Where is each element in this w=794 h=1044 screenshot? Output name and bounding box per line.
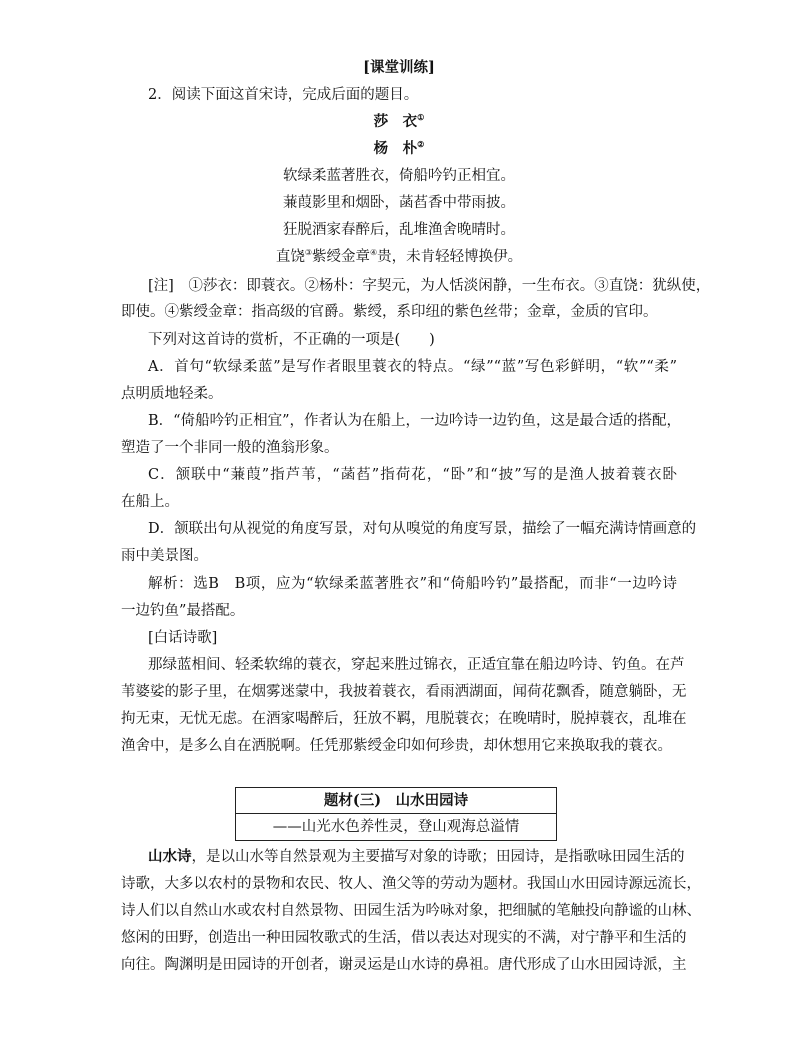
- term-highlight: 山水诗: [148, 848, 192, 865]
- poem-line: 软绿柔蓝著胜衣，倚船吟钓正相宜。: [283, 168, 515, 184]
- option-b: B．“倚船吟钓正相宜”，作者认为在船上，一边吟诗一边钓鱼，这是最合适的搭配，: [148, 413, 681, 429]
- option-c: C．颔联中“蒹葭”指芦苇，“菡萏”指荷花，“卧”和“披”写的是渔人披着蓑衣卧: [148, 467, 677, 483]
- question-prompt: 下列对这首诗的赏析，不正确的一项是( ): [148, 332, 435, 348]
- intro-line: 诗人们以自然山水或农村自然景物、田园生活为吟咏对象，把细腻的笔触投向静谧的山林、: [121, 903, 701, 919]
- poem-line: 蒹葭影里和烟卧，菡萏香中带雨披。: [283, 195, 515, 211]
- section-label: [课堂训练]: [363, 59, 435, 76]
- footnote-marker: ④: [370, 248, 378, 258]
- poem-line: 狂脱酒家春醉后，乱堆渔舍晚晴时。: [283, 222, 515, 238]
- vernacular-line: 苇婆娑的影子里，在烟雾迷蒙中，我披着蓑衣，看雨洒湖面，闻荷花飘香，随意躺卧，无: [121, 684, 687, 700]
- option-b-cont: 塑造了一个非同一般的渔翁形象。: [121, 440, 339, 456]
- analysis-text: 解析：选B B项，应为“软绿柔蓝著胜衣”和“倚船吟钓”最搭配，而非“一边吟诗: [148, 576, 677, 592]
- poem-line: 直饶③紫绶金章④贵，未肯轻轻博换伊。: [275, 248, 523, 265]
- footnote-marker: ①: [417, 112, 425, 123]
- footnote-marker: ②: [417, 139, 425, 150]
- vernacular-line: 那绿蓝相间、轻柔软绵的蓑衣，穿起来胜过锦衣，正适宜靠在船边吟诗、钓鱼。在芦: [148, 657, 685, 673]
- intro-line: 向往。陶渊明是田园诗的开创者，谢灵运是山水诗的鼻祖。唐代形成了山水田园诗派，主: [121, 957, 687, 973]
- option-a-cont: 点明质地轻柔。: [121, 386, 223, 402]
- option-d: D．颔联出句从视觉的角度写景，对句从嗅觉的角度写景，描绘了一幅充满诗情画意的: [148, 521, 697, 537]
- option-d-cont: 雨中美景图。: [121, 548, 208, 564]
- footnote-marker: ③: [304, 248, 312, 258]
- notes-line: [注] ①莎衣：即蓑衣。②杨朴：字契元，为人恬淡闲静，一生布衣。③直饶：犹纵使，: [148, 278, 711, 294]
- topic-subtitle: ——山光水色养性灵，登山观海总溢情: [272, 819, 520, 835]
- poem-author: 杨 朴②: [373, 139, 425, 157]
- poem-title: 莎 衣①: [373, 112, 425, 130]
- vernacular-line: 渔舍中，是多么自在洒脱啊。任凭那紫绶金印如何珍贵，却休想用它来换取我的蓑衣。: [121, 738, 672, 754]
- topic-title: 题材(三) 山水田园诗: [236, 788, 556, 814]
- intro-line: 诗歌，大多以农村的景物和农民、牧人、渔父等的劳动为题材。我国山水田园诗源远流长，: [121, 876, 701, 892]
- option-c-cont: 在船上。: [121, 494, 179, 510]
- vernacular-line: 拘无束，无忧无虑。在酒家喝醉后，狂放不羁，甩脱蓑衣；在晚晴时，脱掉蓑衣，乱堆在: [121, 711, 687, 727]
- intro-line: 山水诗，是以山水等自然景观为主要描写对象的诗歌；田园诗，是指歌咏田园生活的: [148, 848, 685, 865]
- question-text: 2．阅读下面这首宋诗，完成后面的题目。: [148, 87, 419, 103]
- analysis-text-cont: 一边钓鱼”最搭配。: [121, 603, 245, 619]
- topic-title-box: [235, 787, 557, 841]
- intro-line: 悠闲的田野，创造出一种田园牧歌式的生活，借以表达对现实的不满，对宁静平和生活的: [121, 930, 687, 946]
- vernacular-label: [白话诗歌]: [148, 630, 218, 646]
- option-a: A．首句“软绿柔蓝”是写作者眼里蓑衣的特点。“绿”“蓝”写色彩鲜明，“软”“柔”: [148, 359, 677, 375]
- notes-line: 即使。④紫绶金章：指高级的官爵。紫绶，系印纽的紫色丝带；金章，金质的官印。: [121, 304, 658, 320]
